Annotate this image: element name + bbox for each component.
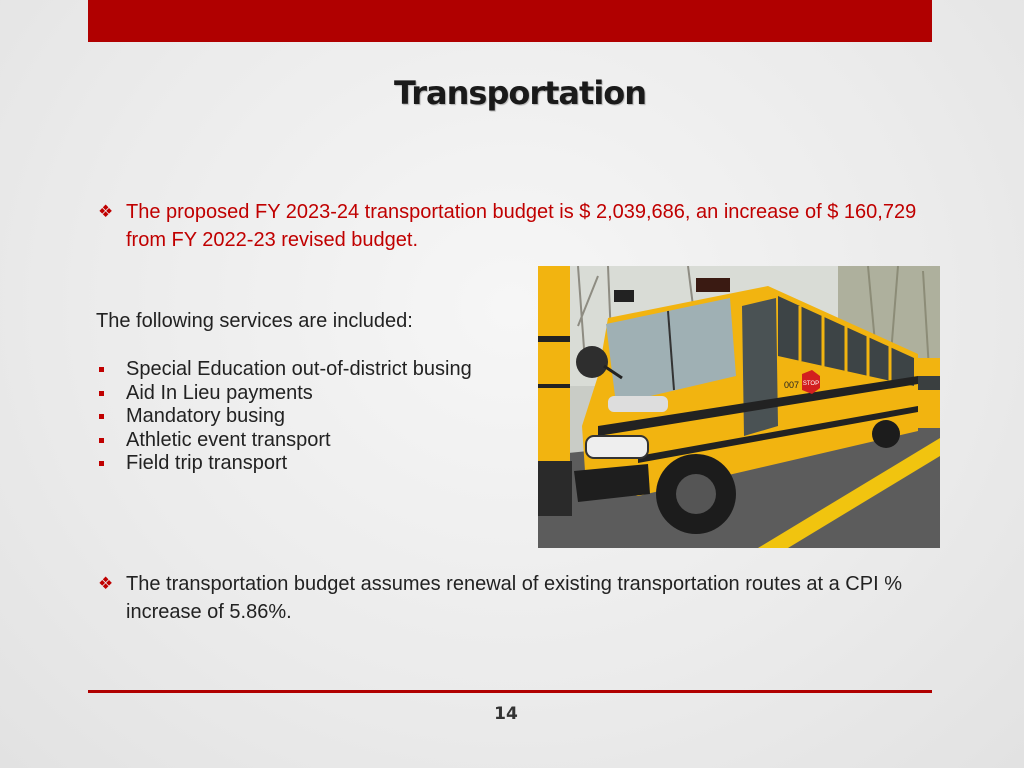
- top-accent-bar: [88, 0, 932, 42]
- budget-bullet: [98, 198, 936, 254]
- square-bullet-icon: [99, 414, 104, 419]
- assumption-text: The transportation budget assumes renewal of existing transportation routes at a CPI % increase of 5.86%.: [126, 573, 902, 623]
- square-bullet-icon: [99, 391, 104, 396]
- square-bullet-icon: [99, 438, 104, 443]
- bottom-divider: [88, 690, 932, 693]
- assumption-bullet: [98, 570, 936, 626]
- diamond-bullet-icon: ❖: [98, 202, 114, 221]
- services-intro: The following services are included:: [96, 310, 413, 332]
- list-item: Mandatory busing: [96, 405, 472, 429]
- budget-text: The proposed FY 2023-24 transportation budget is $ 2,039,686, an increase of $ 160,729 from FY 2022-23 revised budget.: [126, 201, 917, 251]
- slide-title: Transportation: [393, 74, 647, 112]
- square-bullet-icon: [99, 367, 104, 372]
- list-item: Special Education out-of-district busing: [96, 358, 472, 382]
- list-item: Athletic event transport: [96, 429, 472, 453]
- list-item: Aid In Lieu payments: [96, 382, 472, 406]
- bus-number-label: 007: [784, 380, 800, 390]
- school-bus-illustration: [538, 266, 940, 548]
- page-number: 14: [494, 704, 518, 724]
- school-bus-photo: [538, 266, 940, 548]
- diamond-bullet-icon: ❖: [98, 574, 114, 593]
- list-item: Field trip transport: [96, 452, 472, 476]
- stop-sign-label: STOP: [802, 381, 820, 387]
- services-list: [96, 358, 472, 476]
- square-bullet-icon: [99, 461, 104, 466]
